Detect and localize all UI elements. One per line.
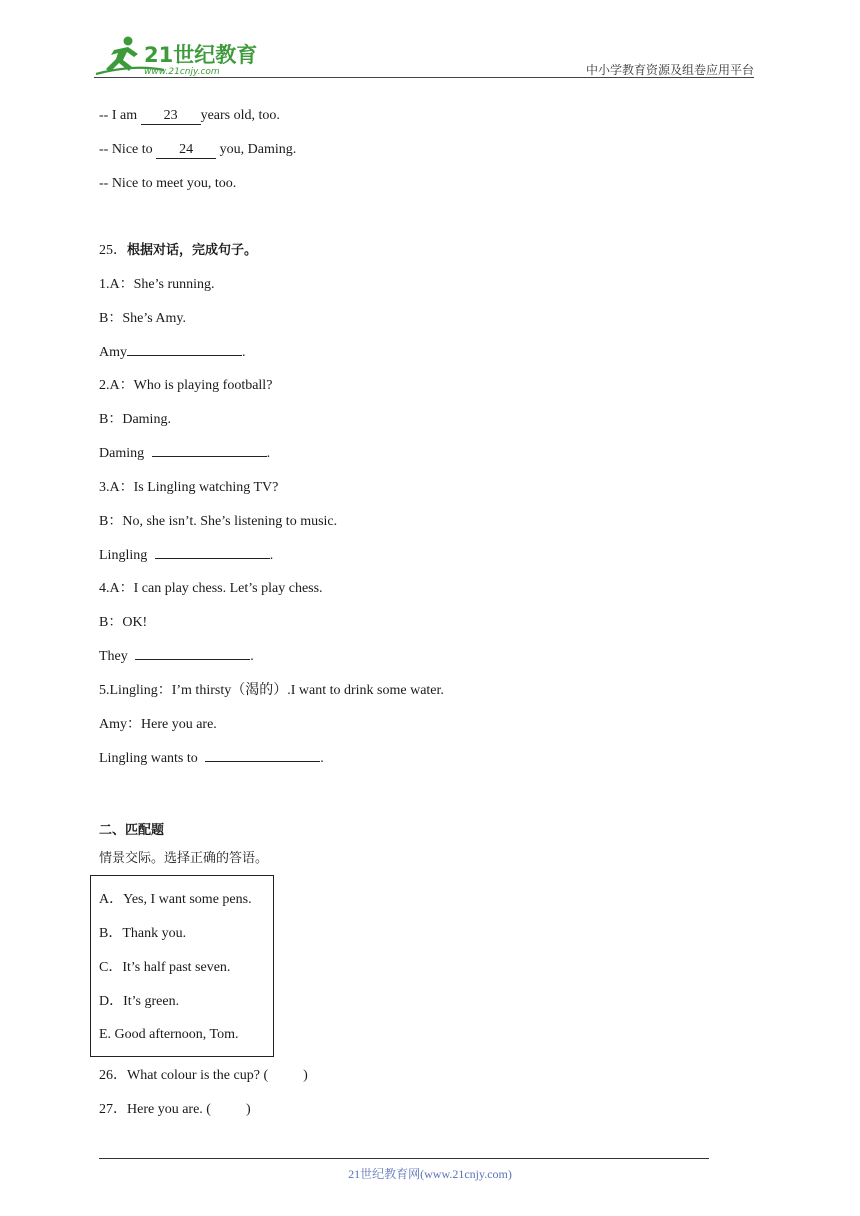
text: Daming [99, 446, 148, 461]
answer-blank [135, 659, 250, 660]
question-25-heading [99, 242, 257, 260]
section-2-instruction: 情景交际。选择正确的答语。 [99, 851, 269, 866]
question-number: 25． [99, 243, 127, 258]
q25-line-10: 4.A：I can play chess. Let’s play chess. [99, 581, 323, 596]
q25-answer-5 [99, 750, 324, 768]
option-b: B．Thank you. [99, 926, 187, 941]
text: Lingling [99, 548, 151, 563]
text: Amy [99, 345, 127, 360]
text: . [242, 345, 246, 360]
q25-line-4: 2.A：Who is playing football? [99, 378, 273, 393]
footer-link[interactable]: 21世纪教育网(www.21cnjy.com) [348, 1167, 512, 1181]
text: Lingling wants to [99, 751, 202, 766]
text: you, Daming. [216, 142, 297, 157]
option-d: D．It’s green. [99, 994, 180, 1009]
question-27: 27．Here you are. ( ) [99, 1102, 251, 1117]
text: . [266, 446, 271, 461]
question-26: 26．What colour is the cup? ( ) [99, 1068, 308, 1083]
footer-divider [99, 1158, 709, 1159]
answer-blank [127, 355, 242, 356]
answer-blank [152, 456, 267, 457]
dialogue-line-3: -- Nice to meet you, too. [99, 176, 237, 191]
question-title: 根据对话，完成句子。 [127, 243, 258, 258]
q25-line-14: Amy：Here you are. [99, 717, 217, 732]
q25-answer-4 [99, 648, 254, 666]
answer-blank-24: 24 [156, 142, 216, 159]
option-a: A．Yes, I want some pens. [99, 892, 252, 907]
q25-line-2: B：She’s Amy. [99, 311, 186, 326]
q25-line-5: B：Daming. [99, 412, 171, 427]
text: . [269, 548, 274, 563]
text: They [99, 649, 132, 664]
section-2-title: 二、匹配题 [99, 823, 165, 838]
q25-line-13: 5.Lingling：I’m thirsty（渴的）.I want to drink some water. [99, 683, 444, 698]
q25-line-8: B：No, she isn’t. She’s listening to music. [99, 514, 338, 529]
text: . [320, 751, 324, 766]
text: -- I am [99, 108, 141, 123]
header-platform-text: 中小学教育资源及组卷应用平台 [585, 63, 754, 77]
text: years old, too. [200, 108, 280, 123]
runner-logo-icon [94, 34, 264, 78]
option-e: E. Good afternoon, Tom. [99, 1027, 239, 1042]
q25-line-1: 1.A：She’s running. [99, 277, 215, 292]
text: -- Nice to [99, 142, 157, 157]
q25-answer-3 [99, 547, 273, 565]
q25-answer-2 [99, 445, 270, 463]
dialogue-line-2 [99, 141, 296, 159]
answer-blank [205, 761, 320, 762]
q25-answer-1 [99, 344, 246, 362]
option-c: C．It’s half past seven. [99, 960, 231, 975]
dialogue-line-1 [99, 107, 280, 125]
logo-text: 21世纪教育 [144, 43, 258, 67]
q25-line-11: B：OK! [99, 615, 148, 630]
q25-line-7: 3.A：Is Lingling watching TV? [99, 480, 279, 495]
answer-blank-23: 23 [141, 108, 201, 125]
site-logo [94, 34, 264, 78]
logo-url: www.21cnjy.com [144, 67, 220, 77]
answer-blank [155, 558, 270, 559]
header-divider [94, 77, 754, 78]
text: . [250, 649, 254, 664]
